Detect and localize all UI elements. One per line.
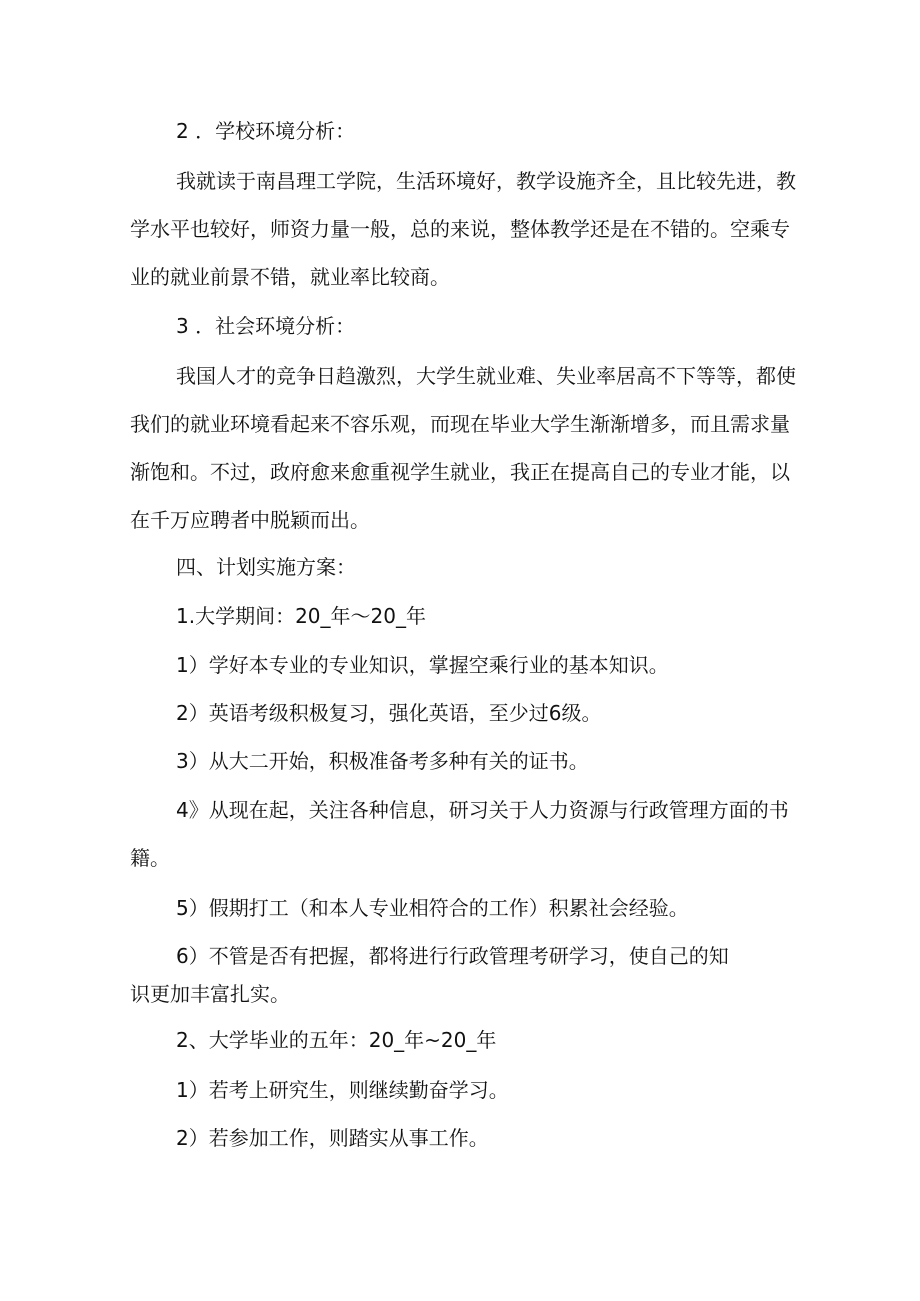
paragraph-line: 在千万应聘者中脱颖而出。 (130, 508, 370, 532)
list-item: 6）不管是否有把握，都将进行行政管理考研学习，使自己的知 (176, 944, 729, 968)
paragraph-line: 我们的就业环境看起来不容乐观，而现在毕业大学生渐渐增多，而且需求量 (130, 412, 790, 436)
subheading-university-period: 1.大学期间：20_年〜20_年 (176, 604, 426, 628)
paragraph-line: 我国人才的竞争日趋激烈，大学生就业难、失业率居高不下等等，都使 (176, 364, 796, 388)
list-item: 1）若考上研究生，则继续勤奋学习。 (176, 1078, 509, 1102)
list-item: 2）英语考级积极复习，强化英语，至少过6级。 (176, 701, 602, 725)
list-item-continuation: 籍。 (130, 846, 170, 870)
paragraph-line: 业的就业前景不错，就业率比较商。 (130, 265, 450, 289)
paragraph-line: 我就读于南昌理工学院，生活环境好，教学设施齐全，且比较先进，教 (176, 169, 796, 193)
heading-school-environment: 2 ．学校环境分析： (176, 119, 356, 143)
list-item-continuation: 识更加丰富扎实。 (130, 982, 290, 1006)
list-item: 2）若参加工作，则踏实从事工作。 (176, 1126, 489, 1150)
heading-implementation-plan: 四、计划实施方案： (176, 555, 356, 579)
list-item: 5）假期打工（和本人专业相符合的工作）积累社会经验。 (176, 896, 689, 920)
paragraph-line: 学水平也较好，师资力量一般，总的来说，整体教学还是在不错的。空乘专 (130, 217, 790, 241)
list-item: 3）从大二开始，积极准备考多种有关的证书。 (176, 749, 589, 773)
heading-social-environment: 3 ．社会环境分析： (176, 314, 356, 338)
subheading-five-years-after-graduation: 2、大学毕业的五年：20_年~20_年 (176, 1028, 497, 1052)
paragraph-line: 渐饱和。不过，政府愈来愈重视学生就业，我正在提高自己的专业才能，以 (130, 460, 790, 484)
list-item: 1）学好本专业的专业知识，掌握空乘行业的基本知识。 (176, 653, 669, 677)
list-item: 4》从现在起，关注各种信息，研习关于人力资源与行政管理方面的书 (176, 798, 789, 822)
